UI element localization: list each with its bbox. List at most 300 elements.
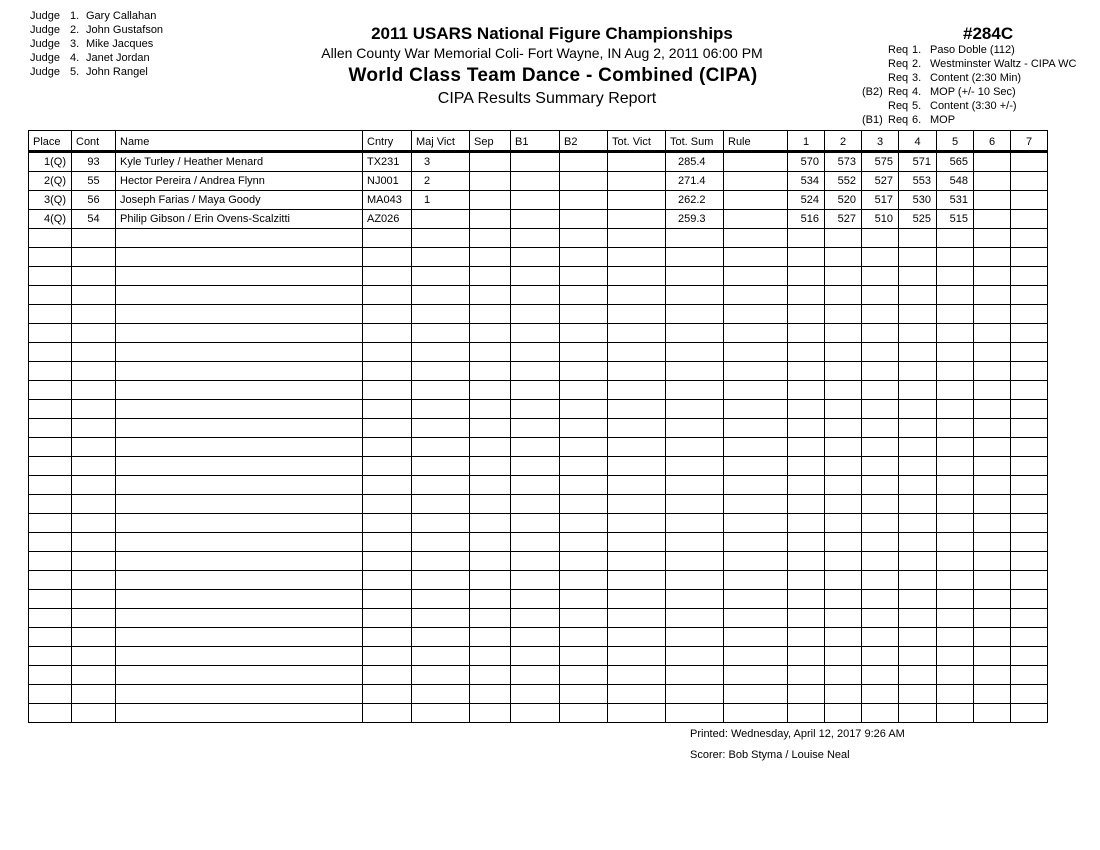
empty-cell <box>608 476 666 495</box>
empty-cell <box>72 533 116 552</box>
column-header: Tot. Vict <box>608 131 666 152</box>
empty-cell <box>363 324 412 343</box>
empty-cell <box>666 362 724 381</box>
empty-cell <box>899 609 937 628</box>
empty-cell <box>788 495 825 514</box>
cell-b1 <box>511 172 560 191</box>
empty-cell <box>608 267 666 286</box>
empty-cell <box>29 324 72 343</box>
empty-cell <box>363 343 412 362</box>
empty-cell <box>511 571 560 590</box>
empty-cell <box>937 552 974 571</box>
empty-cell <box>116 666 363 685</box>
empty-cell <box>363 666 412 685</box>
empty-cell <box>72 457 116 476</box>
empty-cell <box>560 533 608 552</box>
empty-cell <box>1011 666 1048 685</box>
empty-cell <box>862 229 899 248</box>
empty-cell <box>608 609 666 628</box>
empty-cell <box>788 514 825 533</box>
empty-table-row <box>29 571 1048 590</box>
cell-cont: 93 <box>72 152 116 172</box>
empty-cell <box>29 476 72 495</box>
empty-cell <box>825 704 862 723</box>
empty-cell <box>470 571 511 590</box>
empty-cell <box>788 590 825 609</box>
empty-cell <box>412 628 470 647</box>
table-row <box>29 191 1048 210</box>
empty-cell <box>116 305 363 324</box>
empty-cell <box>560 666 608 685</box>
cell-b2 <box>560 191 608 210</box>
empty-cell <box>560 324 608 343</box>
empty-cell <box>363 609 412 628</box>
empty-cell <box>511 381 560 400</box>
cell-j1: 516 <box>788 210 825 229</box>
empty-cell <box>666 628 724 647</box>
empty-cell <box>825 685 862 704</box>
empty-cell <box>937 609 974 628</box>
empty-cell <box>511 362 560 381</box>
empty-cell <box>29 666 72 685</box>
empty-cell <box>1011 495 1048 514</box>
empty-cell <box>666 400 724 419</box>
cell-place: 3(Q) <box>29 191 72 210</box>
requirement-text: MOP (+/- 10 Sec) <box>930 86 1016 98</box>
empty-cell <box>29 381 72 400</box>
requirement-number: 4. <box>912 86 922 98</box>
empty-cell <box>560 457 608 476</box>
empty-cell <box>862 324 899 343</box>
empty-cell <box>899 571 937 590</box>
empty-cell <box>937 571 974 590</box>
empty-cell <box>412 571 470 590</box>
empty-cell <box>470 305 511 324</box>
cell-rule <box>724 172 788 191</box>
empty-cell <box>470 590 511 609</box>
empty-cell <box>608 514 666 533</box>
empty-cell <box>899 495 937 514</box>
empty-cell <box>116 343 363 362</box>
empty-cell <box>1011 609 1048 628</box>
empty-cell <box>470 267 511 286</box>
empty-cell <box>666 286 724 305</box>
empty-cell <box>974 457 1011 476</box>
empty-cell <box>666 343 724 362</box>
requirement-entry <box>862 57 1076 71</box>
empty-cell <box>666 457 724 476</box>
empty-cell <box>608 438 666 457</box>
judge-label: Judge <box>30 52 60 64</box>
empty-cell <box>724 647 788 666</box>
requirement-number: 3. <box>912 72 922 84</box>
column-header: 4 <box>899 131 937 152</box>
empty-cell <box>899 343 937 362</box>
empty-cell <box>974 647 1011 666</box>
empty-cell <box>899 647 937 666</box>
cell-cont: 56 <box>72 191 116 210</box>
empty-cell <box>511 552 560 571</box>
empty-cell <box>470 628 511 647</box>
requirement-label: Req <box>888 58 909 70</box>
column-header: Sep <box>470 131 511 152</box>
empty-cell <box>72 628 116 647</box>
empty-cell <box>862 343 899 362</box>
empty-cell <box>1011 533 1048 552</box>
cell-b1 <box>511 210 560 229</box>
empty-cell <box>608 457 666 476</box>
empty-cell <box>608 324 666 343</box>
empty-cell <box>1011 476 1048 495</box>
empty-cell <box>608 400 666 419</box>
empty-table-row <box>29 704 1048 723</box>
empty-cell <box>363 704 412 723</box>
cell-maj-vict: 1 <box>412 191 470 210</box>
empty-table-row <box>29 267 1048 286</box>
empty-cell <box>72 343 116 362</box>
empty-cell <box>29 590 72 609</box>
empty-cell <box>1011 514 1048 533</box>
cell-place: 1(Q) <box>29 152 72 172</box>
empty-cell <box>470 324 511 343</box>
empty-cell <box>560 647 608 666</box>
empty-cell <box>862 647 899 666</box>
empty-cell <box>511 248 560 267</box>
requirement-prefix: (B2) <box>862 86 883 98</box>
empty-cell <box>116 476 363 495</box>
empty-cell <box>724 476 788 495</box>
column-header: Maj Vict <box>412 131 470 152</box>
empty-cell <box>825 647 862 666</box>
requirement-number: 1. <box>912 44 922 56</box>
empty-cell <box>470 514 511 533</box>
event-number: #284C <box>963 24 1014 43</box>
empty-cell <box>788 552 825 571</box>
cell-cntry: MA043 <box>363 191 412 210</box>
empty-cell <box>1011 571 1048 590</box>
column-header: Place <box>29 131 72 152</box>
empty-cell <box>899 286 937 305</box>
empty-cell <box>608 666 666 685</box>
empty-cell <box>825 324 862 343</box>
empty-cell <box>788 362 825 381</box>
empty-cell <box>937 685 974 704</box>
empty-cell <box>560 609 608 628</box>
empty-cell <box>511 343 560 362</box>
empty-table-row <box>29 685 1048 704</box>
empty-cell <box>470 419 511 438</box>
cell-tot-vict <box>608 152 666 172</box>
cell-j7 <box>1011 191 1048 210</box>
empty-cell <box>363 552 412 571</box>
scorer-names: Scorer: Bob Styma / Louise Neal <box>690 749 850 761</box>
empty-table-row <box>29 514 1048 533</box>
empty-table-row <box>29 343 1048 362</box>
empty-cell <box>72 400 116 419</box>
empty-cell <box>1011 267 1048 286</box>
empty-cell <box>412 476 470 495</box>
empty-cell <box>412 609 470 628</box>
empty-cell <box>974 400 1011 419</box>
empty-cell <box>29 343 72 362</box>
empty-cell <box>937 343 974 362</box>
empty-table-row <box>29 457 1048 476</box>
empty-cell <box>974 609 1011 628</box>
empty-cell <box>862 267 899 286</box>
empty-cell <box>560 419 608 438</box>
empty-cell <box>363 267 412 286</box>
empty-cell <box>511 685 560 704</box>
column-header: Cntry <box>363 131 412 152</box>
empty-cell <box>412 552 470 571</box>
empty-cell <box>363 457 412 476</box>
empty-cell <box>363 647 412 666</box>
empty-cell <box>412 647 470 666</box>
empty-cell <box>511 438 560 457</box>
empty-cell <box>608 685 666 704</box>
empty-cell <box>937 286 974 305</box>
empty-table-row <box>29 438 1048 457</box>
empty-cell <box>412 286 470 305</box>
column-header: Tot. Sum <box>666 131 724 152</box>
empty-cell <box>116 647 363 666</box>
judge-number: 4. <box>70 52 80 64</box>
empty-cell <box>862 400 899 419</box>
event-title: World Class Team Dance - Combined (CIPA) <box>348 65 758 86</box>
empty-cell <box>862 438 899 457</box>
empty-cell <box>825 628 862 647</box>
empty-cell <box>899 400 937 419</box>
cell-rule <box>724 152 788 172</box>
empty-cell <box>412 343 470 362</box>
empty-table-row <box>29 552 1048 571</box>
empty-cell <box>608 552 666 571</box>
column-header: 5 <box>937 131 974 152</box>
empty-cell <box>363 495 412 514</box>
empty-cell <box>363 419 412 438</box>
empty-cell <box>116 457 363 476</box>
empty-cell <box>511 324 560 343</box>
empty-cell <box>788 609 825 628</box>
empty-cell <box>974 362 1011 381</box>
empty-cell <box>862 533 899 552</box>
column-header: 1 <box>788 131 825 152</box>
report-title: CIPA Results Summary Report <box>437 90 657 107</box>
empty-cell <box>825 305 862 324</box>
empty-cell <box>116 286 363 305</box>
empty-cell <box>974 229 1011 248</box>
empty-cell <box>937 495 974 514</box>
cell-j1: 524 <box>788 191 825 210</box>
cell-place: 2(Q) <box>29 172 72 191</box>
empty-cell <box>29 609 72 628</box>
empty-cell <box>724 552 788 571</box>
empty-cell <box>666 704 724 723</box>
requirement-text: Paso Doble (112) <box>930 44 1015 56</box>
empty-cell <box>560 571 608 590</box>
empty-cell <box>788 419 825 438</box>
cell-j6 <box>974 172 1011 191</box>
requirement-text: Westminster Waltz - CIPA WC <box>930 58 1077 70</box>
empty-cell <box>1011 685 1048 704</box>
empty-cell <box>724 609 788 628</box>
cell-j2: 527 <box>825 210 862 229</box>
cell-cntry: TX231 <box>363 152 412 172</box>
empty-cell <box>666 267 724 286</box>
requirement-number: 5. <box>912 100 922 112</box>
cell-j7 <box>1011 152 1048 172</box>
cell-rule <box>724 191 788 210</box>
empty-cell <box>72 305 116 324</box>
empty-cell <box>363 438 412 457</box>
empty-cell <box>825 495 862 514</box>
empty-table-row <box>29 381 1048 400</box>
empty-cell <box>72 552 116 571</box>
empty-cell <box>724 628 788 647</box>
empty-cell <box>862 381 899 400</box>
empty-cell <box>560 514 608 533</box>
empty-cell <box>363 571 412 590</box>
empty-cell <box>72 229 116 248</box>
empty-cell <box>363 248 412 267</box>
empty-cell <box>116 609 363 628</box>
empty-cell <box>974 286 1011 305</box>
cell-j2: 552 <box>825 172 862 191</box>
empty-cell <box>825 476 862 495</box>
empty-cell <box>974 666 1011 685</box>
empty-cell <box>862 666 899 685</box>
cell-tot-vict <box>608 172 666 191</box>
empty-table-row <box>29 324 1048 343</box>
empty-cell <box>862 419 899 438</box>
empty-cell <box>862 609 899 628</box>
empty-cell <box>937 533 974 552</box>
empty-cell <box>974 704 1011 723</box>
empty-cell <box>724 514 788 533</box>
empty-cell <box>862 704 899 723</box>
empty-cell <box>363 229 412 248</box>
empty-cell <box>899 533 937 552</box>
cell-j6 <box>974 191 1011 210</box>
cell-maj-vict: 2 <box>412 172 470 191</box>
empty-cell <box>470 647 511 666</box>
empty-cell <box>29 704 72 723</box>
empty-cell <box>724 685 788 704</box>
empty-cell <box>825 400 862 419</box>
empty-cell <box>974 324 1011 343</box>
empty-cell <box>937 590 974 609</box>
empty-table-row <box>29 362 1048 381</box>
requirement-entry <box>862 99 1076 113</box>
empty-cell <box>29 495 72 514</box>
empty-cell <box>1011 590 1048 609</box>
empty-cell <box>470 533 511 552</box>
empty-cell <box>862 628 899 647</box>
cell-j7 <box>1011 172 1048 191</box>
empty-cell <box>29 362 72 381</box>
cell-tot-sum: 259.3 <box>666 210 724 229</box>
empty-cell <box>412 419 470 438</box>
empty-cell <box>72 267 116 286</box>
empty-cell <box>511 419 560 438</box>
empty-cell <box>608 628 666 647</box>
cell-cntry: NJ001 <box>363 172 412 191</box>
empty-cell <box>1011 248 1048 267</box>
cell-j1: 534 <box>788 172 825 191</box>
requirements-list <box>862 43 1076 127</box>
empty-cell <box>724 571 788 590</box>
empty-cell <box>666 229 724 248</box>
empty-cell <box>974 514 1011 533</box>
empty-cell <box>72 286 116 305</box>
empty-cell <box>899 305 937 324</box>
empty-cell <box>560 685 608 704</box>
empty-cell <box>363 381 412 400</box>
empty-cell <box>862 457 899 476</box>
cell-maj-vict: 3 <box>412 152 470 172</box>
judge-label: Judge <box>30 38 60 50</box>
empty-cell <box>116 438 363 457</box>
empty-cell <box>724 229 788 248</box>
empty-cell <box>1011 381 1048 400</box>
cell-j5: 548 <box>937 172 974 191</box>
empty-cell <box>29 514 72 533</box>
empty-cell <box>363 286 412 305</box>
empty-cell <box>825 343 862 362</box>
empty-cell <box>666 438 724 457</box>
empty-cell <box>899 704 937 723</box>
empty-cell <box>862 685 899 704</box>
empty-cell <box>29 248 72 267</box>
empty-cell <box>560 343 608 362</box>
empty-cell <box>72 495 116 514</box>
empty-cell <box>724 590 788 609</box>
empty-cell <box>825 514 862 533</box>
empty-cell <box>470 552 511 571</box>
empty-cell <box>412 438 470 457</box>
empty-cell <box>72 647 116 666</box>
empty-cell <box>412 685 470 704</box>
empty-cell <box>862 305 899 324</box>
empty-cell <box>899 248 937 267</box>
empty-cell <box>899 457 937 476</box>
empty-cell <box>899 514 937 533</box>
empty-cell <box>1011 400 1048 419</box>
cell-tot-sum: 285.4 <box>666 152 724 172</box>
column-header: 7 <box>1011 131 1048 152</box>
empty-cell <box>788 324 825 343</box>
empty-cell <box>470 343 511 362</box>
empty-cell <box>608 571 666 590</box>
empty-cell <box>788 229 825 248</box>
empty-cell <box>937 647 974 666</box>
empty-cell <box>29 533 72 552</box>
empty-cell <box>72 362 116 381</box>
empty-cell <box>862 571 899 590</box>
requirement-label: Req <box>888 72 909 84</box>
requirement-entry <box>862 71 1076 85</box>
empty-cell <box>412 305 470 324</box>
empty-cell <box>511 533 560 552</box>
empty-cell <box>1011 324 1048 343</box>
cell-sep <box>470 210 511 229</box>
empty-cell <box>470 476 511 495</box>
empty-cell <box>724 400 788 419</box>
cell-place: 4(Q) <box>29 210 72 229</box>
empty-cell <box>363 305 412 324</box>
empty-cell <box>29 571 72 590</box>
empty-cell <box>608 305 666 324</box>
